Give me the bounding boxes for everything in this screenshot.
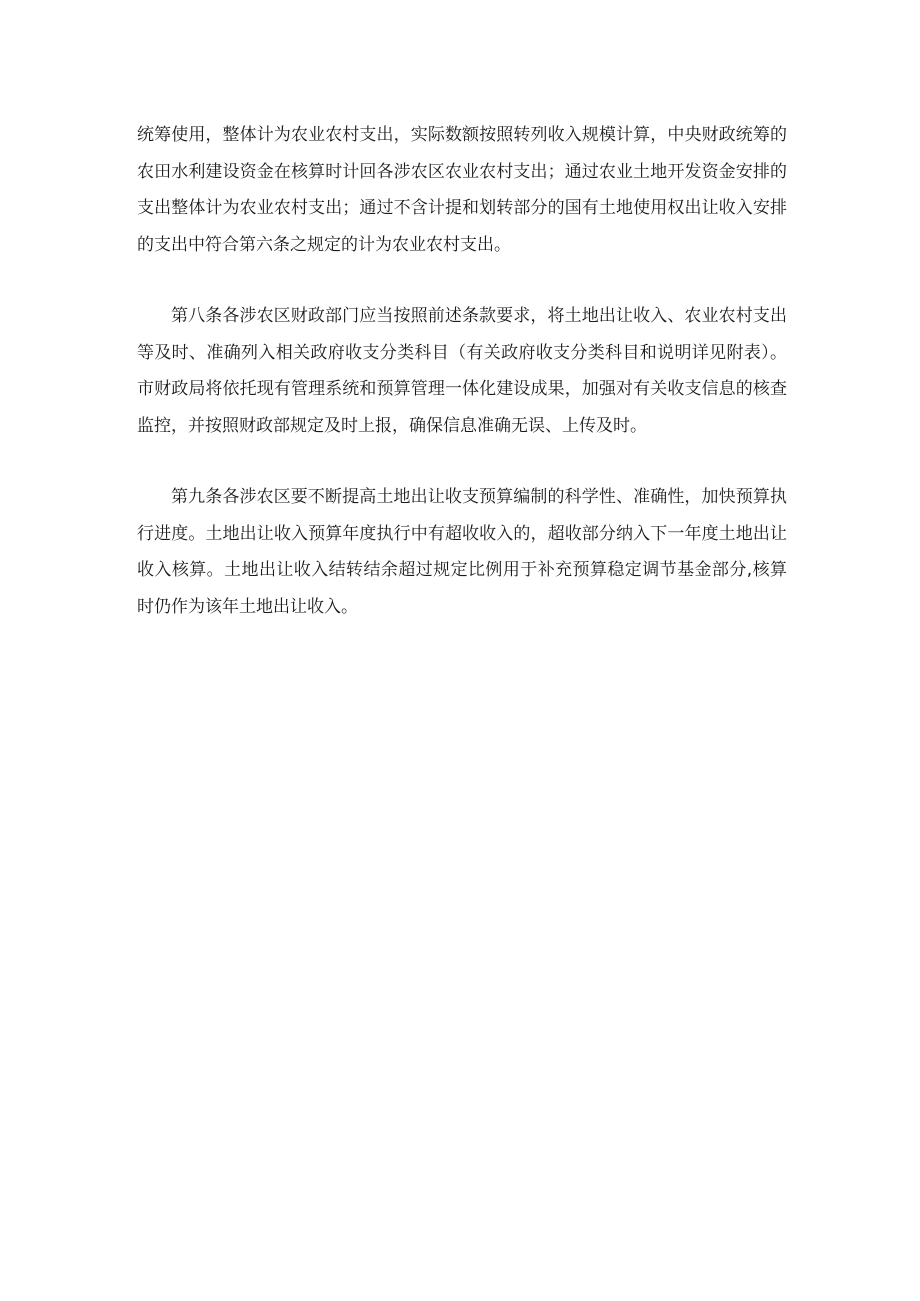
paragraph-continuation: 统筹使用，整体计为农业农村支出，实际数额按照转列收入规模计算，中央财政统筹的农田水利建设资金在核算时计回各涉农区农业农村支出；通过农业土地开发资金安排的支出整体计为农业农村支出；通过不含计提和划转部分的国有土地使用权出让收入安排的支出中符合第六条之规定的计为农业农村支出。	[137, 125, 787, 255]
paragraph-article-9: 第九条各涉农区要不断提高土地出让收支预算编制的科学性、准确性，加快预算执行进度。土地出让收入预算年度执行中有超收收入的，超收部分纳入下一年度土地出让收入核算。土地出让收入结转结余超过规定比例用于补充预算稳定调节基金部分,核算时仍作为该年土地出让收入。	[137, 487, 787, 617]
paragraph-article-8: 第八条各涉农区财政部门应当按照前述条款要求，将土地出让收入、农业农村支出等及时、准确列入相关政府收支分类科目（有关政府收支分类科目和说明详见附表）。市财政局将依托现有管理系统和预算管理一体化建设成果，加强对有关收支信息的核查监控，并按照财政部规定及时上报，确保信息准确无误、上传及时。	[137, 306, 787, 436]
document-body	[137, 117, 787, 625]
